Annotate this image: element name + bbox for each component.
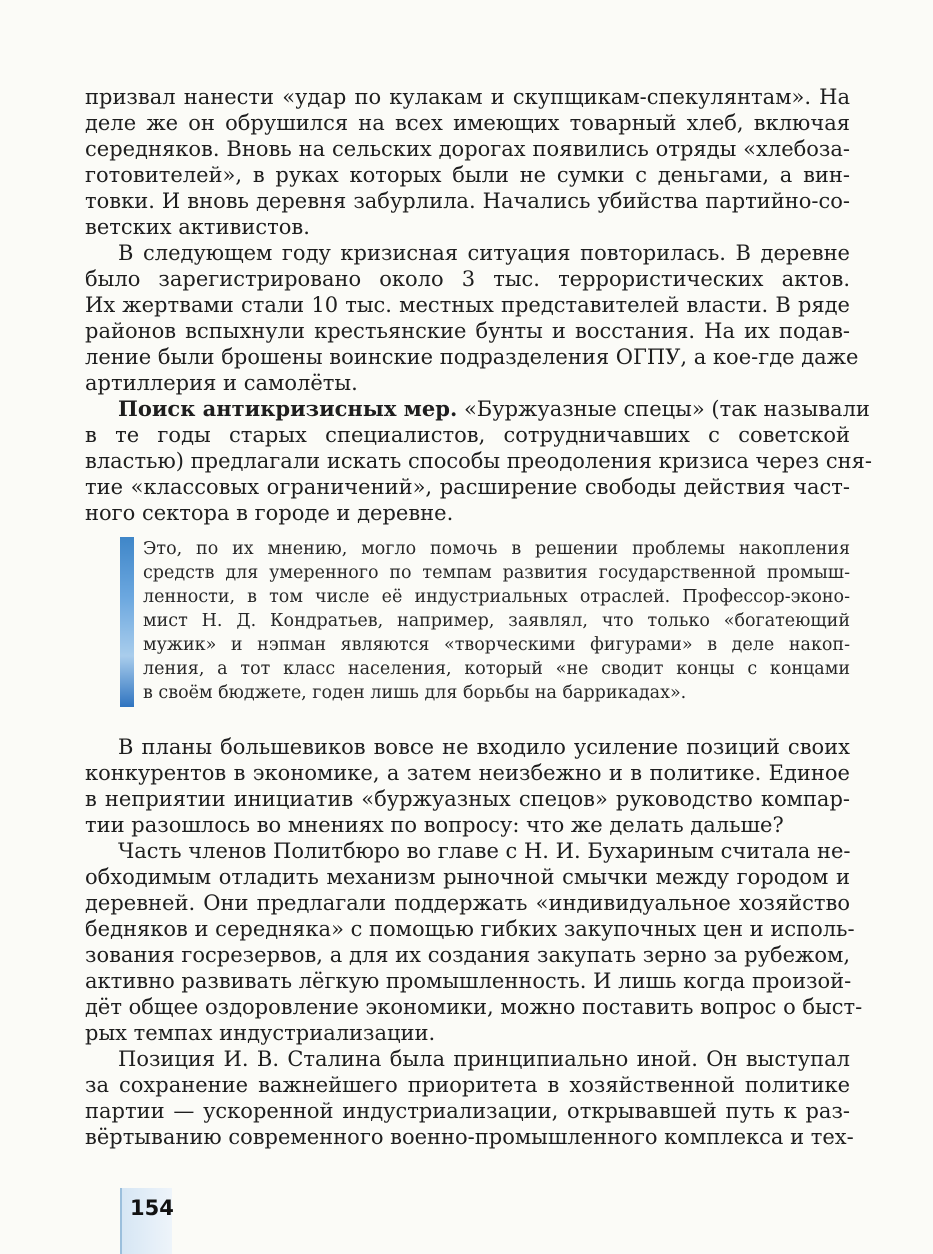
text-line: В следующем году кризисная ситуация повторилась. В деревне bbox=[118, 241, 850, 265]
paragraph-3-first-line bbox=[118, 396, 870, 422]
text-line: артиллерия и самолёты. bbox=[85, 371, 358, 395]
text-line: было зарегистрировано около 3 тыс. террористических актов. bbox=[85, 267, 850, 291]
text-line: властью) предлагали искать способы преодоления кризиса через сня- bbox=[85, 449, 872, 473]
page-number: 154 bbox=[130, 1196, 174, 1220]
text-line: Их жертвами стали 10 тыс. местных представителей власти. В ряде bbox=[85, 293, 850, 317]
insert-text-line: ленности, в том числе её индустриальных отраслей. Профессор-эконо- bbox=[143, 587, 850, 607]
text-line: рых темпах индустриализации. bbox=[85, 1021, 436, 1045]
text-line: призвал нанести «удар по кулакам и скупщикам-спекулянтам». На bbox=[85, 85, 850, 109]
text-line: вёртыванию современного военно-промышленного комплекса и тех- bbox=[85, 1125, 854, 1149]
insert-text-line: в своём бюджете, годен лишь для борьбы на баррикадах». bbox=[143, 683, 687, 703]
text-line: готовителей», в руках которых были не сумки с деньгами, а вин- bbox=[85, 163, 850, 187]
insert-text-line: ления, а тот класс населения, который «не сводит концы с концами bbox=[143, 659, 850, 679]
text-line: тие «классовых ограничений», расширение свободы действия част- bbox=[85, 475, 850, 499]
text-line: зования госрезервов, а для их создания закупать зерно за рубежом, bbox=[85, 943, 850, 967]
section-heading: Поиск антикризисных мер. bbox=[118, 396, 458, 421]
text-line: партии — ускоренной индустриализации, открывавшей путь к раз- bbox=[85, 1099, 850, 1123]
text-line: Часть членов Политбюро во главе с Н. И. Бухариным считала не- bbox=[118, 839, 851, 863]
text-line: конкурентов в экономике, а затем неизбежно и в политике. Единое bbox=[85, 761, 850, 785]
text-line: деле же он обрушился на всех имеющих товарный хлеб, включая bbox=[85, 111, 850, 135]
text-line: ного сектора в городе и деревне. bbox=[85, 501, 454, 525]
text-line: за сохранение важнейшего приоритета в хозяйственной политике bbox=[85, 1073, 850, 1097]
text-line: В планы большевиков вовсе не входило усиление позиций своих bbox=[118, 735, 850, 759]
text-line: тии разошлось во мнениях по вопросу: что же делать дальше? bbox=[85, 813, 784, 837]
insert-text-line: мист Н. Д. Кондратьев, например, заявлял, что только «богатеющий bbox=[143, 611, 850, 631]
insert-text-line: Это, по их мнению, могло помочь в решении проблемы накопления bbox=[143, 539, 850, 559]
text-line: активно развивать лёгкую промышленность. И лишь когда произой- bbox=[85, 969, 852, 993]
insert-text-line: средств для умеренного по темпам развития государственной промыш- bbox=[143, 563, 850, 583]
insert-text-line: мужик» и нэпман являются «творческими фигурами» в деле накоп- bbox=[143, 635, 850, 655]
text-line: в те годы старых специалистов, сотрудничавших с советской bbox=[85, 423, 850, 447]
text-line: товки. И вновь деревня забурлила. Начались убийства партийно-со- bbox=[85, 189, 850, 213]
text-fragment: «Буржуазные спецы» (так называли bbox=[457, 397, 870, 421]
text-line: ление были брошены воинские подразделения ОГПУ, а кое-где даже bbox=[85, 345, 859, 369]
insert-sidebar-bar bbox=[120, 537, 134, 707]
text-line: Позиция И. В. Сталина была принципиально иной. Он выступал bbox=[118, 1047, 850, 1071]
text-line: дёт общее оздоровление экономики, можно поставить вопрос о быст- bbox=[85, 995, 863, 1019]
text-line: районов вспыхнули крестьянские бунты и восстания. На их подав- bbox=[85, 319, 850, 343]
text-line: деревней. Они предлагали поддержать «индивидуальное хозяйство bbox=[85, 891, 850, 915]
text-line: бедняков и середняка» с помощью гибких закупочных цен и исполь- bbox=[85, 917, 855, 941]
text-line: обходимым отладить механизм рыночной смычки между городом и bbox=[85, 865, 850, 889]
text-line: в неприятии инициатив «буржуазных спецов» руководство компар- bbox=[85, 787, 850, 811]
text-line: середняков. Вновь на сельских дорогах появились отряды «хлебоза- bbox=[85, 137, 850, 161]
text-line: ветских активистов. bbox=[85, 215, 310, 239]
